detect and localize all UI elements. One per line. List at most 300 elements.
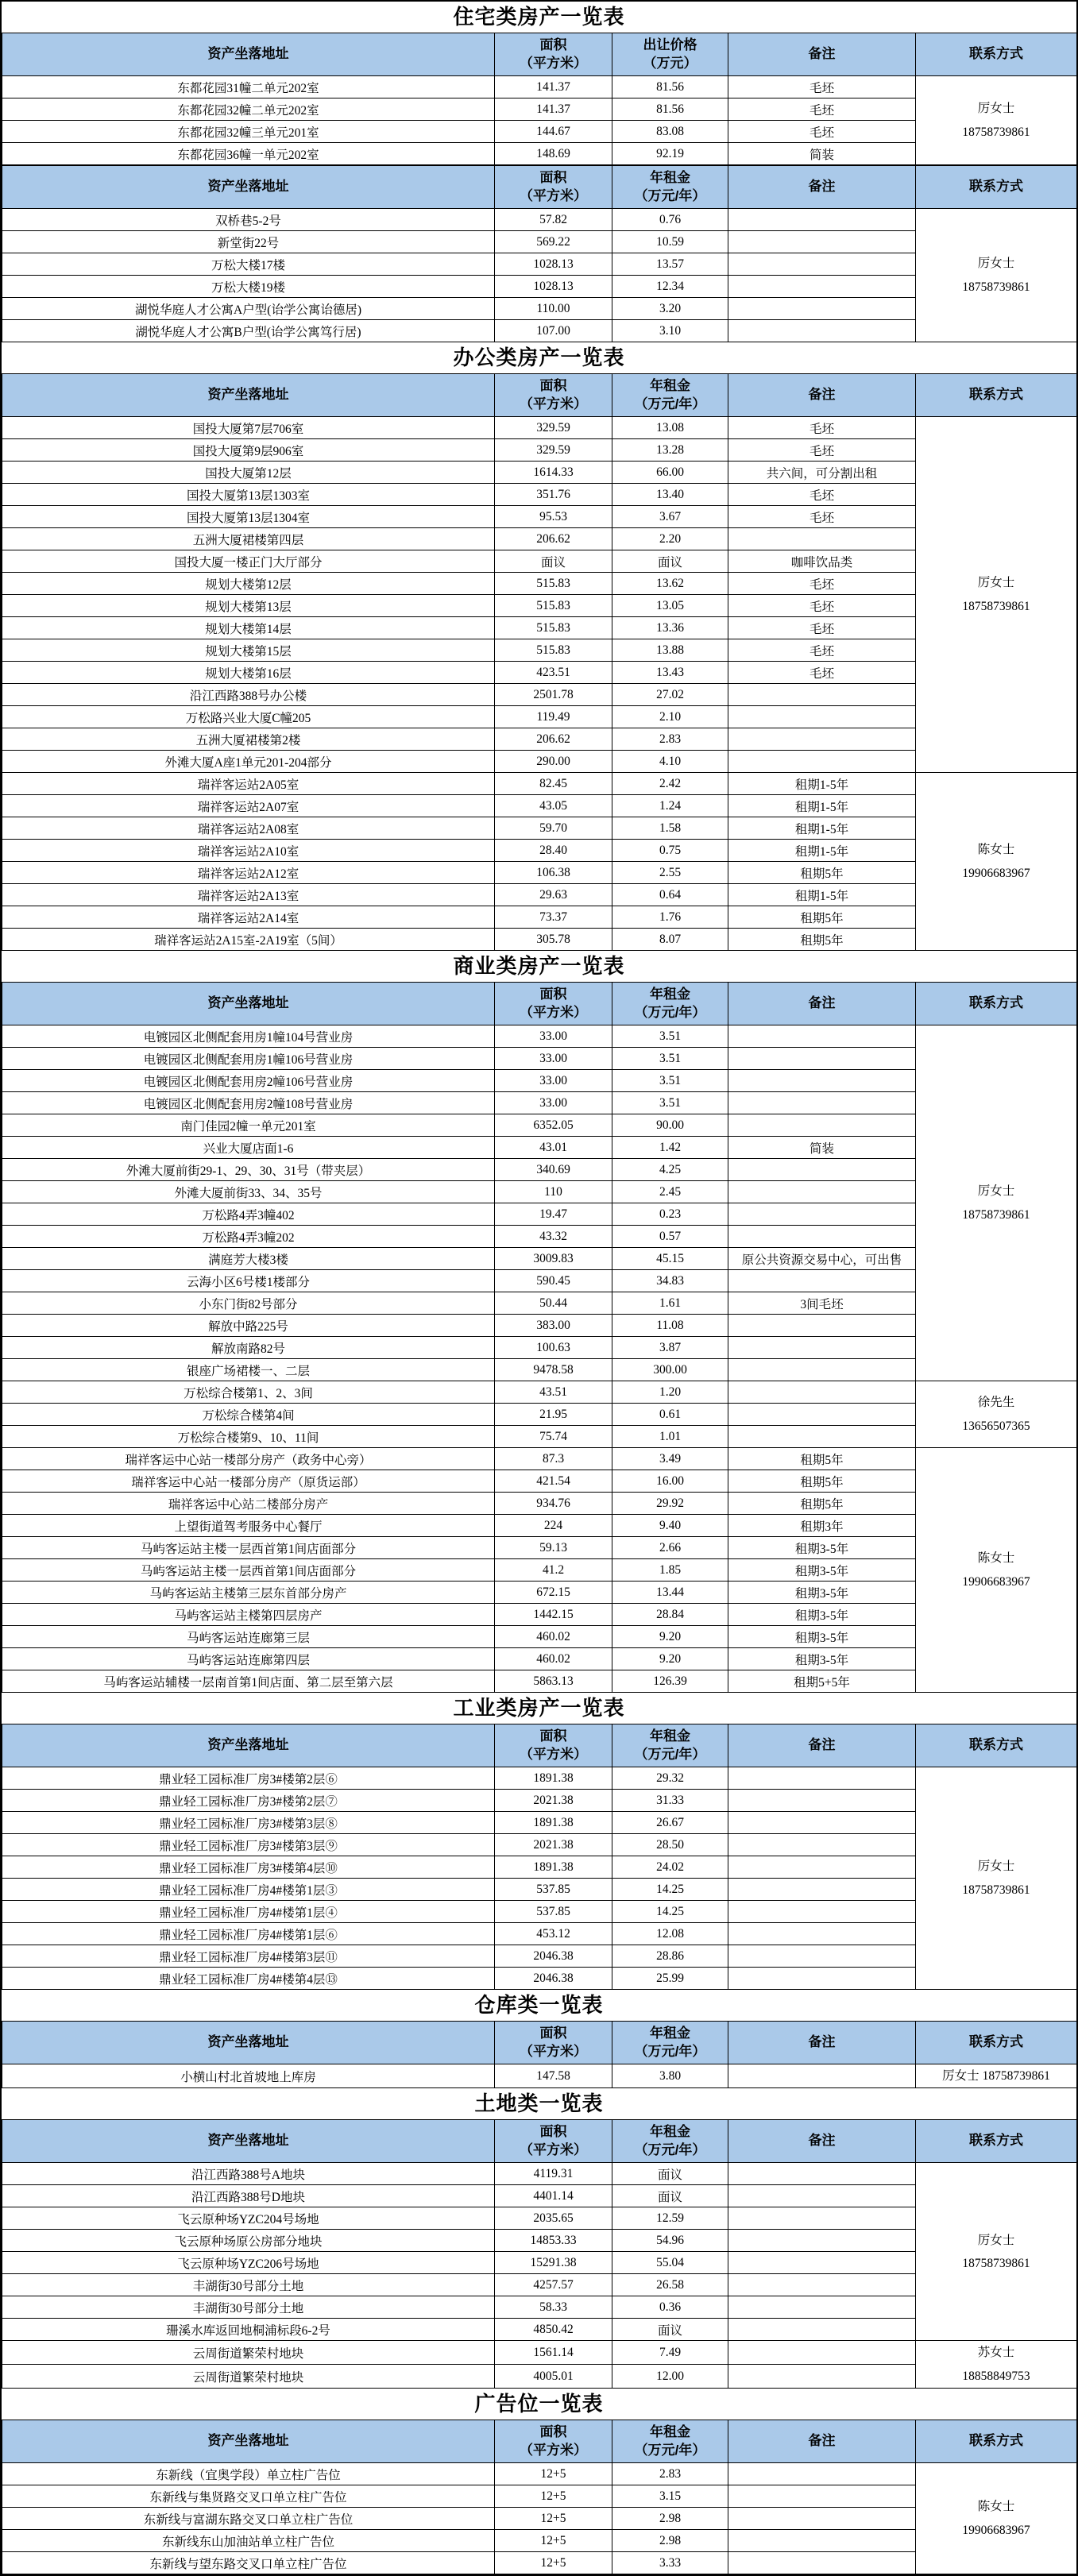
cell-area: 95.53 [495, 506, 612, 528]
section-title-commercial: 商业类房产一览表 [2, 951, 1076, 982]
cell-area: 6352.05 [495, 1114, 612, 1137]
cell-remark: 毛坯 [728, 121, 916, 143]
cell-addr: 沿江西路388号D地块 [2, 2185, 495, 2207]
cell-addr: 五洲大厦裙楼第2楼 [2, 728, 495, 751]
cell-remark [728, 1901, 916, 1923]
cell-addr: 珊溪水库返回地桐浦标段6-2号 [2, 2319, 495, 2341]
cell-remark [728, 1203, 916, 1226]
cell-rent: 9.20 [612, 1626, 728, 1648]
cell-remark [728, 1315, 916, 1337]
cell-area: 2035.65 [495, 2207, 612, 2230]
cell-rent: 3.20 [612, 298, 728, 320]
cell-rent: 12.59 [612, 2207, 728, 2230]
cell-area: 15291.38 [495, 2252, 612, 2274]
cell-addr: 飞云原种场YZC204号场地 [2, 2207, 495, 2230]
cell-area: 33.00 [495, 1092, 612, 1114]
cell-remark: 租期1-5年 [728, 795, 916, 817]
cell-addr: 云周街道繁荣村地块 [2, 2365, 495, 2389]
cell-rent: 1.42 [612, 1137, 728, 1159]
cell-remark: 租期5年 [728, 1470, 916, 1493]
col-header-address [2, 1724, 495, 1767]
contact-name: 厉女士 [977, 257, 1015, 271]
cell-rent: 2.45 [612, 1181, 728, 1203]
cell-area: 58.33 [495, 2296, 612, 2319]
contact-phone: 18758739861 [962, 1207, 1030, 1222]
cell-rent: 13.62 [612, 573, 728, 595]
col-header-text: 联系方式 [969, 46, 1023, 62]
cell-rent: 7.49 [612, 2341, 728, 2365]
col-header-remark [728, 374, 916, 417]
table-row [2, 76, 1077, 98]
cell-rent: 0.61 [612, 1404, 728, 1426]
cell-remark [728, 684, 916, 706]
cell-rent: 3.49 [612, 1448, 728, 1470]
cell-area: 29.63 [495, 884, 612, 906]
col-header-text: 备注 [808, 2433, 836, 2449]
col-header-text: 联系方式 [969, 387, 1023, 403]
col-header-text: 资产坐落地址 [207, 2133, 289, 2149]
table-row [2, 1448, 1077, 1470]
contact-name: 厉女士 [977, 576, 1015, 590]
cell-rent: 1.61 [612, 1292, 728, 1315]
cell-area: 1028.13 [495, 253, 612, 276]
col-header-text: （万元/年） [634, 187, 706, 203]
cell-addr: 瑞祥客运中心站一楼部分房产（政务中心旁） [2, 1448, 495, 1470]
cell-addr: 小横山村北首坡地上库房 [2, 2064, 495, 2088]
cell-rent: 2.83 [612, 728, 728, 751]
cell-rent: 3.33 [612, 2552, 728, 2574]
cell-rent: 28.50 [612, 1834, 728, 1856]
col-header-text: 面积 [539, 2423, 567, 2439]
cell-remark [728, 1856, 916, 1879]
cell-rent: 45.15 [612, 1248, 728, 1270]
cell-addr: 兴业大厦店面1-6 [2, 1137, 495, 1159]
cell-rent: 12.34 [612, 276, 728, 298]
cell-rent: 29.32 [612, 1767, 728, 1790]
cell-area: 144.67 [495, 121, 612, 143]
cell-area: 12+5 [495, 2552, 612, 2574]
col-header-text: 年租金 [650, 986, 690, 1002]
cell-addr: 国投大厦一楼正门大厅部分 [2, 550, 495, 573]
cell-addr: 东新线与望东路交叉口单立柱广告位 [2, 2552, 495, 2574]
col-header-address [2, 2022, 495, 2064]
cell-addr: 鼎业轻工园标准厂房3#楼第2层⑥ [2, 1767, 495, 1790]
cell-area: 329.59 [495, 417, 612, 439]
cell-addr: 电镀园区北侧配套用房2幢106号营业房 [2, 1070, 495, 1092]
section-title-land: 土地类一览表 [2, 2088, 1076, 2119]
cell-rent: 55.04 [612, 2252, 728, 2274]
cell-rent: 面议 [612, 2185, 728, 2207]
cell-remark [728, 298, 916, 320]
col-header-rent [612, 983, 728, 1025]
col-header-remark [728, 2022, 916, 2064]
cell-area: 1614.33 [495, 462, 612, 484]
cell-addr: 飞云原种场YZC206号场地 [2, 2252, 495, 2274]
section-table-office [2, 373, 1077, 951]
header-row [2, 33, 1077, 76]
col-header-address [2, 2120, 495, 2163]
col-header-text: 备注 [808, 179, 836, 195]
cell-remark: 共六间，可分割出租 [728, 462, 916, 484]
cell-rent: 0.64 [612, 884, 728, 906]
cell-rent: 28.84 [612, 1604, 728, 1626]
col-header-text: 年租金 [650, 2423, 690, 2439]
cell-remark [728, 1048, 916, 1070]
cell-remark: 租期3-5年 [728, 1626, 916, 1648]
col-header-contact [916, 983, 1077, 1025]
table-row [2, 1767, 1077, 1790]
cell-addr: 东新线与富湖东路交叉口单立柱广告位 [2, 2508, 495, 2530]
cell-area: 57.82 [495, 209, 612, 231]
cell-rent: 0.76 [612, 209, 728, 231]
cell-remark: 租期5+5年 [728, 1670, 916, 1693]
col-header-rent [612, 1724, 728, 1767]
cell-area: 206.62 [495, 728, 612, 751]
cell-area: 2046.38 [495, 1945, 612, 1968]
table-row [2, 209, 1077, 231]
cell-rent: 1.01 [612, 1426, 728, 1448]
cell-remark [728, 2319, 916, 2341]
cell-addr: 丰湖街30号部分土地 [2, 2274, 495, 2296]
cell-remark [728, 2252, 916, 2274]
cell-rent: 2.42 [612, 773, 728, 795]
cell-addr: 瑞祥客运站2A13室 [2, 884, 495, 906]
section-table-residential-sale [2, 33, 1077, 165]
cell-remark [728, 1790, 916, 1812]
col-header-rent [612, 2120, 728, 2163]
cell-area: 340.69 [495, 1159, 612, 1181]
cell-area: 12+5 [495, 2463, 612, 2485]
header-row [2, 1724, 1077, 1767]
cell-remark [728, 751, 916, 773]
cell-area: 515.83 [495, 573, 612, 595]
cell-remark [728, 1025, 916, 1048]
cell-rent: 28.86 [612, 1945, 728, 1968]
col-header-address [2, 33, 495, 76]
table-row [2, 773, 1077, 795]
cell-remark: 租期1-5年 [728, 884, 916, 906]
cell-area: 43.51 [495, 1381, 612, 1404]
cell-remark [728, 1945, 916, 1968]
cell-addr: 鼎业轻工园标准厂房3#楼第2层⑦ [2, 1790, 495, 1812]
section-table-industrial [2, 1724, 1077, 1990]
cell-remark [728, 1404, 916, 1426]
cell-rent: 3.51 [612, 1025, 728, 1048]
section-table-commercial [2, 982, 1077, 1693]
col-header-text: 联系方式 [969, 995, 1023, 1011]
col-header-contact [916, 1724, 1077, 1767]
cell-rent: 14.25 [612, 1901, 728, 1923]
cell-contact [916, 2463, 1077, 2574]
col-header-text: 面积 [539, 377, 567, 393]
cell-remark: 租期5年 [728, 929, 916, 951]
cell-area: 672.15 [495, 1582, 612, 1604]
section-title-warehouse: 仓库类一览表 [2, 1990, 1076, 2021]
col-header-area [495, 2420, 612, 2463]
col-header-text: （万元/年） [634, 1746, 706, 1762]
cell-area: 100.63 [495, 1337, 612, 1359]
cell-remark [728, 1426, 916, 1448]
cell-remark [728, 276, 916, 298]
cell-addr: 鼎业轻工园标准厂房3#楼第3层⑧ [2, 1812, 495, 1834]
cell-addr: 南门佳园2幢一单元201室 [2, 1114, 495, 1137]
col-header-text: 面积 [539, 169, 567, 185]
cell-area: 107.00 [495, 320, 612, 342]
cell-area: 3009.83 [495, 1248, 612, 1270]
cell-area: 515.83 [495, 595, 612, 617]
cell-area: 351.76 [495, 484, 612, 506]
cell-area: 224 [495, 1515, 612, 1537]
cell-area: 141.37 [495, 98, 612, 121]
cell-rent: 92.19 [612, 143, 728, 165]
cell-rent: 26.67 [612, 1812, 728, 1834]
contact-name: 厉女士 [977, 1860, 1015, 1874]
cell-rent: 8.07 [612, 929, 728, 951]
cell-addr: 鼎业轻工园标准厂房4#楼第3层⑪ [2, 1945, 495, 1968]
section-table-land [2, 2119, 1077, 2389]
cell-contact [916, 417, 1077, 773]
cell-rent: 31.33 [612, 1790, 728, 1812]
col-header-text: 资产坐落地址 [207, 179, 289, 195]
cell-rent: 12.00 [612, 2365, 728, 2389]
col-header-text: 面积 [539, 986, 567, 1002]
col-header-area [495, 2120, 612, 2163]
cell-area: 305.78 [495, 929, 612, 951]
cell-rent: 12.08 [612, 1923, 728, 1945]
cell-area: 33.00 [495, 1070, 612, 1092]
cell-rent: 81.56 [612, 76, 728, 98]
col-header-contact [916, 2022, 1077, 2064]
cell-area: 515.83 [495, 617, 612, 639]
cell-area: 4401.14 [495, 2185, 612, 2207]
cell-area: 43.05 [495, 795, 612, 817]
contact-name: 厉女士 [942, 2069, 979, 2083]
cell-addr: 瑞祥客运站2A08室 [2, 817, 495, 840]
cell-remark [728, 2064, 916, 2088]
col-header-remark [728, 983, 916, 1025]
contact-phone: 18758739861 [962, 280, 1030, 294]
cell-remark: 租期1-5年 [728, 840, 916, 862]
cell-area: 119.49 [495, 706, 612, 728]
col-header-area [495, 983, 612, 1025]
cell-rent: 13.88 [612, 639, 728, 662]
col-header-text: 资产坐落地址 [207, 387, 289, 403]
cell-rent: 3.15 [612, 2485, 728, 2508]
cell-rent: 9.20 [612, 1648, 728, 1670]
cell-remark: 租期3-5年 [728, 1648, 916, 1670]
cell-remark [728, 1767, 916, 1790]
contact-name: 徐先生 [977, 1396, 1015, 1410]
contact-name: 厉女士 [977, 2233, 1015, 2247]
cell-rent: 面议 [612, 2163, 728, 2185]
cell-area: 19.47 [495, 1203, 612, 1226]
cell-addr: 规划大楼第16层 [2, 662, 495, 684]
col-header-remark [728, 166, 916, 209]
col-header-area [495, 166, 612, 209]
cell-area: 41.2 [495, 1559, 612, 1582]
col-header-text: 备注 [808, 2133, 836, 2149]
cell-addr: 万松大楼17楼 [2, 253, 495, 276]
cell-remark [728, 2207, 916, 2230]
cell-area: 33.00 [495, 1025, 612, 1048]
cell-area: 147.58 [495, 2064, 612, 2088]
cell-rent: 13.05 [612, 595, 728, 617]
contact-phone: 13656507365 [962, 1419, 1030, 1433]
cell-area: 43.01 [495, 1137, 612, 1159]
cell-addr: 湖悦华庭人才公寓B户型(诒学公寓笃行居) [2, 320, 495, 342]
cell-remark: 租期5年 [728, 1493, 916, 1515]
cell-addr: 电镀园区北侧配套用房1幢106号营业房 [2, 1048, 495, 1070]
cell-rent: 3.51 [612, 1048, 728, 1070]
contact-phone: 18858849753 [962, 2369, 1030, 2383]
section-title-industrial: 工业类房产一览表 [2, 1693, 1076, 1724]
cell-rent: 16.00 [612, 1470, 728, 1493]
table-row [2, 2341, 1077, 2365]
contact-phone: 19906683967 [962, 2523, 1030, 2537]
cell-addr: 鼎业轻工园标准厂房4#楼第1层③ [2, 1879, 495, 1901]
col-header-contact [916, 166, 1077, 209]
cell-remark: 毛坯 [728, 595, 916, 617]
col-header-text: 出让价格 [643, 37, 697, 52]
cell-addr: 规划大楼第13层 [2, 595, 495, 617]
cell-rent: 10.59 [612, 231, 728, 253]
cell-rent: 0.57 [612, 1226, 728, 1248]
col-header-address [2, 2420, 495, 2463]
cell-addr: 鼎业轻工园标准厂房3#楼第3层⑨ [2, 1834, 495, 1856]
col-header-contact [916, 2120, 1077, 2163]
cell-area: 1891.38 [495, 1856, 612, 1879]
cell-addr: 马屿客运站连廊第三层 [2, 1626, 495, 1648]
section-table-warehouse [2, 2021, 1077, 2088]
col-header-text: 联系方式 [969, 2034, 1023, 2050]
cell-rent: 4.25 [612, 1159, 728, 1181]
cell-addr: 马屿客运站主楼第三层东首部分房产 [2, 1582, 495, 1604]
cell-rent: 1.85 [612, 1559, 728, 1582]
cell-area: 28.40 [495, 840, 612, 862]
col-header-text: 面积 [539, 1728, 567, 1744]
cell-rent: 90.00 [612, 1114, 728, 1137]
cell-addr: 飞云原种场原公房部分地块 [2, 2230, 495, 2252]
cell-contact [916, 209, 1077, 342]
cell-addr: 万松路4弄3幢402 [2, 1203, 495, 1226]
cell-rent: 1.76 [612, 906, 728, 929]
cell-remark [728, 209, 916, 231]
col-header-text: 备注 [808, 995, 836, 1011]
cell-rent: 13.36 [612, 617, 728, 639]
cell-contact [916, 1448, 1077, 1693]
col-header-text: 年租金 [650, 2124, 690, 2139]
cell-addr: 外滩大厦前街29-1、29、30、31号（带夹层） [2, 1159, 495, 1181]
section-title-residential-sale: 住宅类房产一览表 [2, 2, 1076, 33]
cell-rent: 83.08 [612, 121, 728, 143]
cell-addr: 国投大厦第9层906室 [2, 439, 495, 462]
cell-addr: 瑞祥客运站2A14室 [2, 906, 495, 929]
table-row [2, 2064, 1077, 2088]
cell-area: 面议 [495, 550, 612, 573]
cell-area: 110.00 [495, 298, 612, 320]
col-header-text: （平方米） [520, 55, 587, 71]
cell-rent: 13.28 [612, 439, 728, 462]
cell-rent: 9.40 [612, 1515, 728, 1537]
cell-rent: 2.98 [612, 2508, 728, 2530]
col-header-text: （平方米） [520, 187, 587, 203]
cell-remark: 毛坯 [728, 662, 916, 684]
cell-area: 383.00 [495, 1315, 612, 1337]
cell-area: 82.45 [495, 773, 612, 795]
cell-area: 537.85 [495, 1901, 612, 1923]
cell-addr: 云海小区6号楼1楼部分 [2, 1270, 495, 1292]
cell-remark: 简装 [728, 143, 916, 165]
cell-addr: 万松综合楼第4间 [2, 1404, 495, 1426]
cell-addr: 鼎业轻工园标准厂房4#楼第1层④ [2, 1901, 495, 1923]
cell-remark [728, 1968, 916, 1990]
contact-name: 厉女士 [977, 1184, 1015, 1199]
cell-remark [728, 728, 916, 751]
cell-addr: 马屿客运站主楼一层西首第1间店面部分 [2, 1559, 495, 1582]
cell-area: 1561.14 [495, 2341, 612, 2365]
header-row [2, 2022, 1077, 2064]
contact-phone: 18758739861 [962, 599, 1030, 613]
cell-addr: 东都花园32幢二单元202室 [2, 98, 495, 121]
cell-area: 2501.78 [495, 684, 612, 706]
col-header-contact [916, 33, 1077, 76]
cell-remark [728, 1159, 916, 1181]
col-header-remark [728, 2120, 916, 2163]
cell-area: 59.70 [495, 817, 612, 840]
cell-remark [728, 2163, 916, 2185]
cell-addr: 万松综合楼第9、10、11间 [2, 1426, 495, 1448]
col-header-text: 备注 [808, 2034, 836, 2050]
cell-addr: 银座广场裙楼一、二层 [2, 1359, 495, 1381]
cell-area: 421.54 [495, 1470, 612, 1493]
col-header-text: 资产坐落地址 [207, 2433, 289, 2449]
cell-remark [728, 1337, 916, 1359]
cell-area: 33.00 [495, 1048, 612, 1070]
cell-rent: 3.51 [612, 1070, 728, 1092]
cell-area: 75.74 [495, 1426, 612, 1448]
col-header-text: （万元/年） [634, 2442, 706, 2458]
cell-area: 12+5 [495, 2530, 612, 2552]
cell-remark [728, 1114, 916, 1137]
cell-rent: 13.44 [612, 1582, 728, 1604]
contact-name: 苏女士 [977, 2346, 1015, 2360]
col-header-text: 面积 [539, 2124, 567, 2139]
cell-addr: 外滩大厦前街33、34、35号 [2, 1181, 495, 1203]
col-header-text: （平方米） [520, 2442, 587, 2458]
contact-phone: 18758739861 [962, 125, 1030, 139]
cell-remark: 毛坯 [728, 506, 916, 528]
cell-contact [916, 773, 1077, 951]
col-header-address [2, 166, 495, 209]
cell-remark [728, 2508, 916, 2530]
cell-rent: 2.83 [612, 2463, 728, 2485]
cell-area: 2046.38 [495, 1968, 612, 1990]
col-header-text: （平方米） [520, 1746, 587, 1762]
cell-rent: 2.55 [612, 862, 728, 884]
cell-addr: 马屿客运站连廊第四层 [2, 1648, 495, 1670]
col-header-remark [728, 2420, 916, 2463]
cell-remark: 毛坯 [728, 98, 916, 121]
cell-addr: 马屿客运站主楼一层西首第1间店面部分 [2, 1537, 495, 1559]
col-header-rent [612, 166, 728, 209]
cell-addr: 满庭芳大楼3楼 [2, 1248, 495, 1270]
section-title-advertising: 广告位一览表 [2, 2389, 1076, 2420]
cell-area: 141.37 [495, 76, 612, 98]
cell-remark: 毛坯 [728, 617, 916, 639]
cell-rent: 0.75 [612, 840, 728, 862]
cell-rent: 29.92 [612, 1493, 728, 1515]
cell-remark [728, 528, 916, 550]
